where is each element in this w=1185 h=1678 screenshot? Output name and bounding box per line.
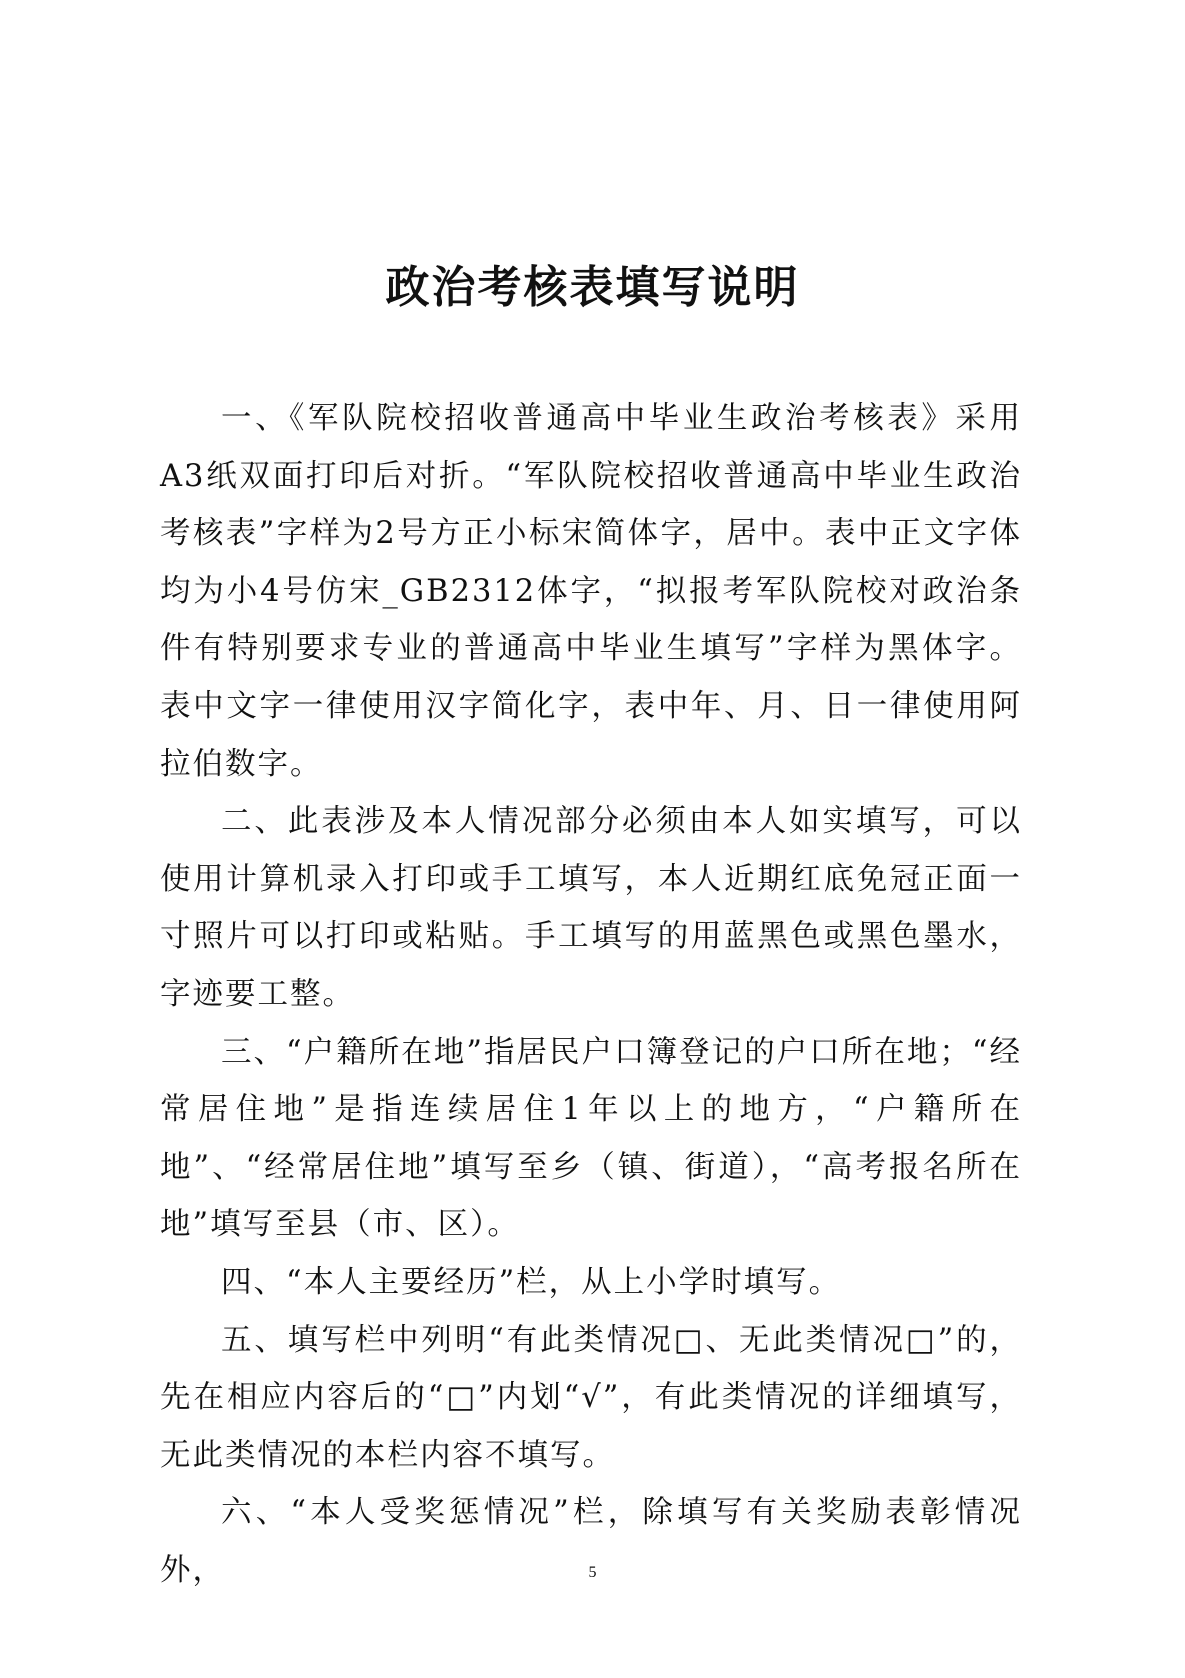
paragraph-3: 三、“户籍所在地”指居民户口簿登记的户口所在地；“经常居住地”是指连续居住1年以上的地方，“户籍所在地”、“经常居住地”填写至乡（镇、街道），“高考报名所在地”填写至县（市、区）。 [160,1034,1022,1243]
paragraph-1: 一、《军队院校招收普通高中毕业生政治考核表》采用A3纸双面打印后对折。“军队院校招收普通高中毕业生政治考核表”字样为2号方正小标宋简体字，居中。表中正文字体均为小4号仿宋_GB2312体字，“拟报考军队院校对政治条件有特别要求专业的普通高中毕业生填写”字样为黑体字。表中文字一律使用汉字简化字，表中年、月、日一律使用阿拉伯数字。 [160,401,1022,782]
paragraph-2: 二、此表涉及本人情况部分必须由本人如实填写，可以使用计算机录入打印或手工填写，本人近期红底免冠正面一寸照片可以打印或粘贴。手工填写的用蓝黑色或黑色墨水，字迹要工整。 [160,804,1022,1012]
page-number: 5 [588,1564,597,1581]
document-title: 政治考核表填写说明 [385,262,800,313]
document-body [160,390,1022,1599]
paragraph-5: 五、填写栏中列明“有此类情况□、无此类情况□”的，先在相应内容后的“□”内划“√”，有此类情况的详细填写，无此类情况的本栏内容不填写。 [160,1322,1022,1473]
paragraph-4: 四、“本人主要经历”栏，从上小学时填写。 [221,1264,842,1300]
paragraph-6: 六、“本人受奖惩情况”栏，除填写有关奖励表彰情况外， [160,1495,1022,1588]
